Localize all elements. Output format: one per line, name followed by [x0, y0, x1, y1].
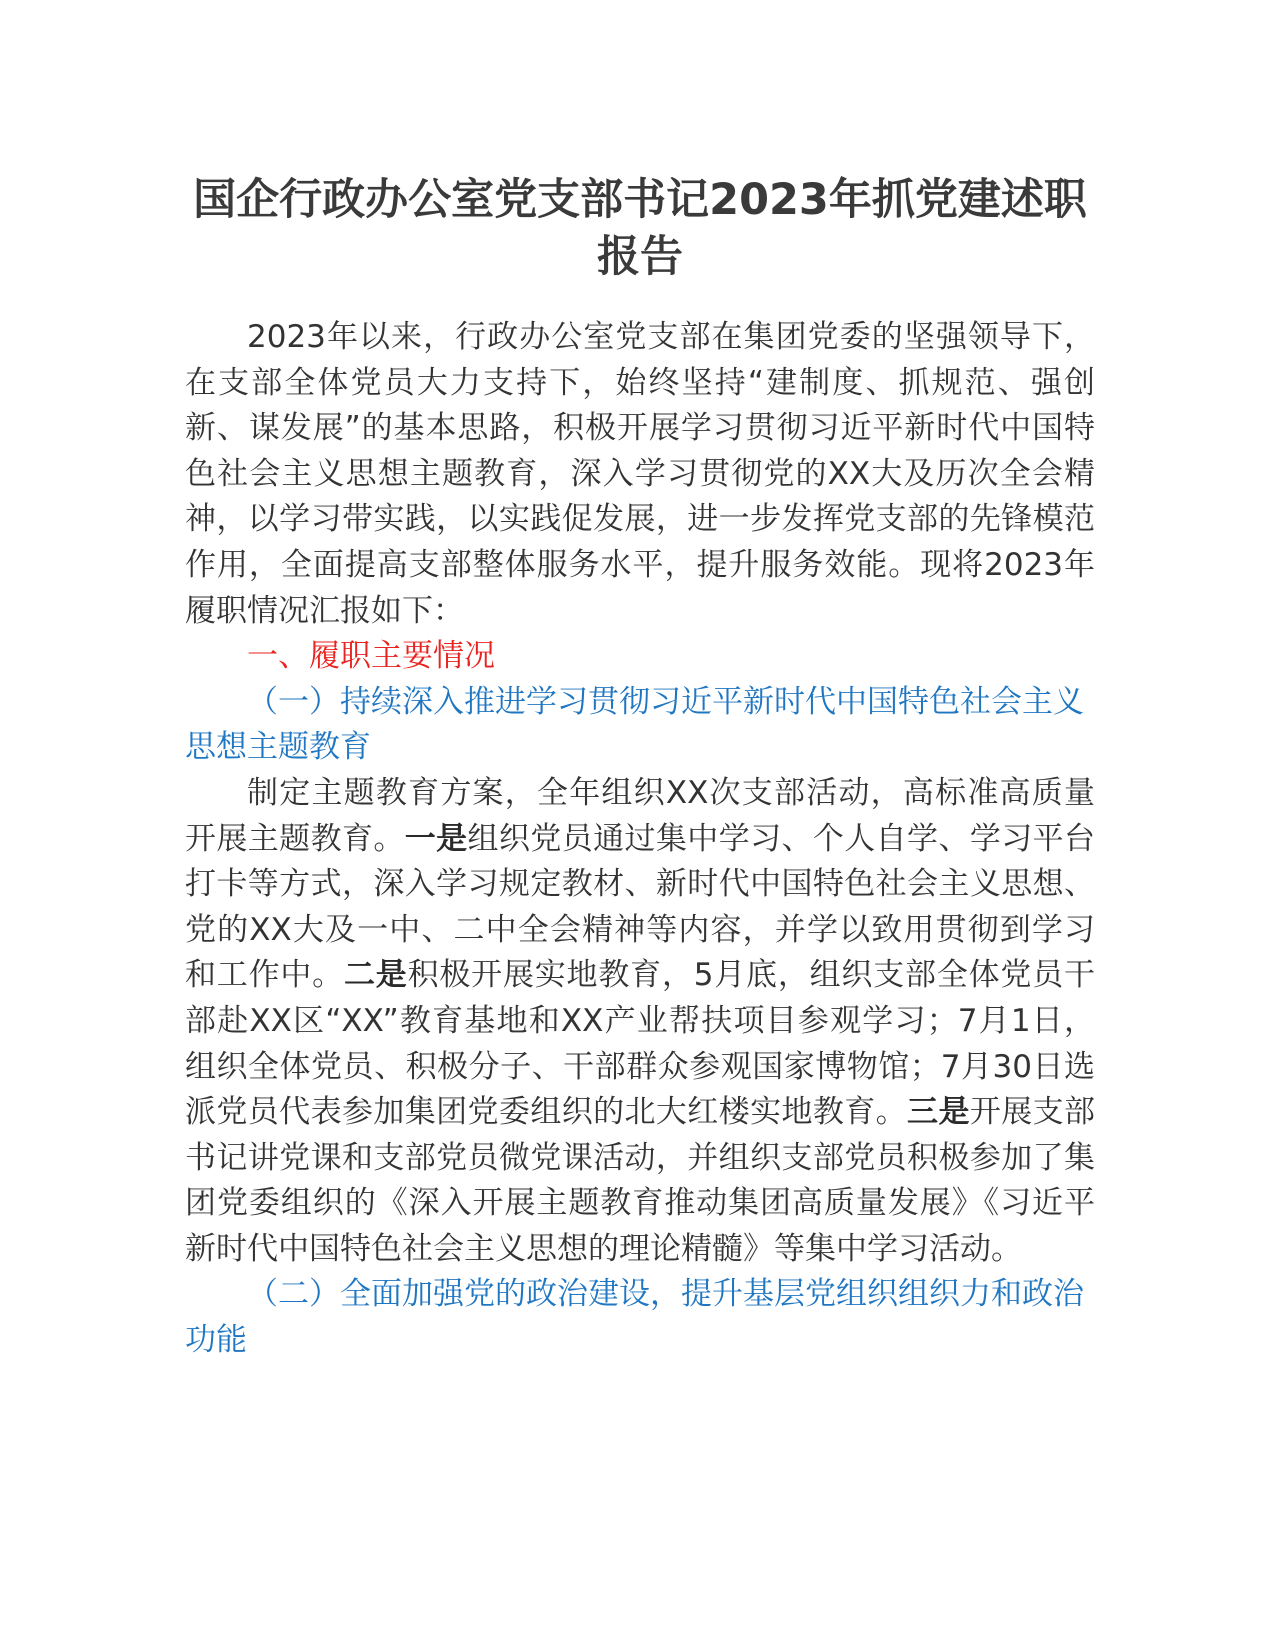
subsection-heading-1: （一）持续深入推进学习贯彻习近平新时代中国特色社会主义思想主题教育 — [185, 683, 1084, 766]
keyword-third: 三是 — [907, 1094, 970, 1131]
paragraph-theme-education — [185, 771, 1095, 1273]
document-body — [185, 315, 1095, 1364]
para-text-third: 开展支部书记讲党课和支部党员微党课活动，并组织支部党员积极参加了集团党委组织的《深入开展主题教育推动集团高质量发展》《习近平新时代中国特色社会主义思想的理论精髓》等集中学习活动。 — [185, 1094, 1096, 1267]
para-lead-text: 制定主题教育方案，全年组织XX次支部活动，高标准高质量开展主题教育。 — [185, 774, 1095, 857]
para-text-second: 积极开展实地教育，5月底，组织支部全体党员干部赴XX区“XX”教育基地和XX产业帮扶项目参观学习；7月1日，组织全体党员、积极分子、干部群众参观国家博物馆；7月30日选派党员代表参加集团党委组织的北大红楼实地教育。 — [185, 957, 1095, 1131]
subsection-heading-2: （二）全面加强党的政治建设，提升基层党组织组织力和政治功能 — [185, 1276, 1084, 1359]
para-text-first: 组织党员通过集中学习、个人自学、学习平台打卡等方式，深入学习规定教材、新时代中国特色社会主义思想、党的XX大及一中、二中全会精神等内容，并学以致用贯彻到学习和工作中。 — [185, 820, 1096, 994]
intro-paragraph: 2023年以来，行政办公室党支部在集团党委的坚强领导下，在支部全体党员大力支持下，始终坚持“建制度、抓规范、强创新、谋发展”的基本思路，积极开展学习贯彻习近平新时代中国特色社会主义思想主题教育，深入学习贯彻党的XX大及历次全会精神，以学习带实践，以实践促发展，进一步发挥党支部的先锋模范作用，全面提高支部整体服务水平，提升服务效能。现将2023年履职情况汇报如下： — [185, 319, 1095, 629]
keyword-first: 一是 — [404, 820, 468, 857]
document-title: 国企行政办公室党支部书记2023年抓党建述职报告 — [193, 175, 1087, 282]
keyword-second: 二是 — [343, 957, 408, 994]
document-page — [185, 172, 1095, 1364]
section-heading-1: 一、履职主要情况 — [247, 638, 495, 675]
